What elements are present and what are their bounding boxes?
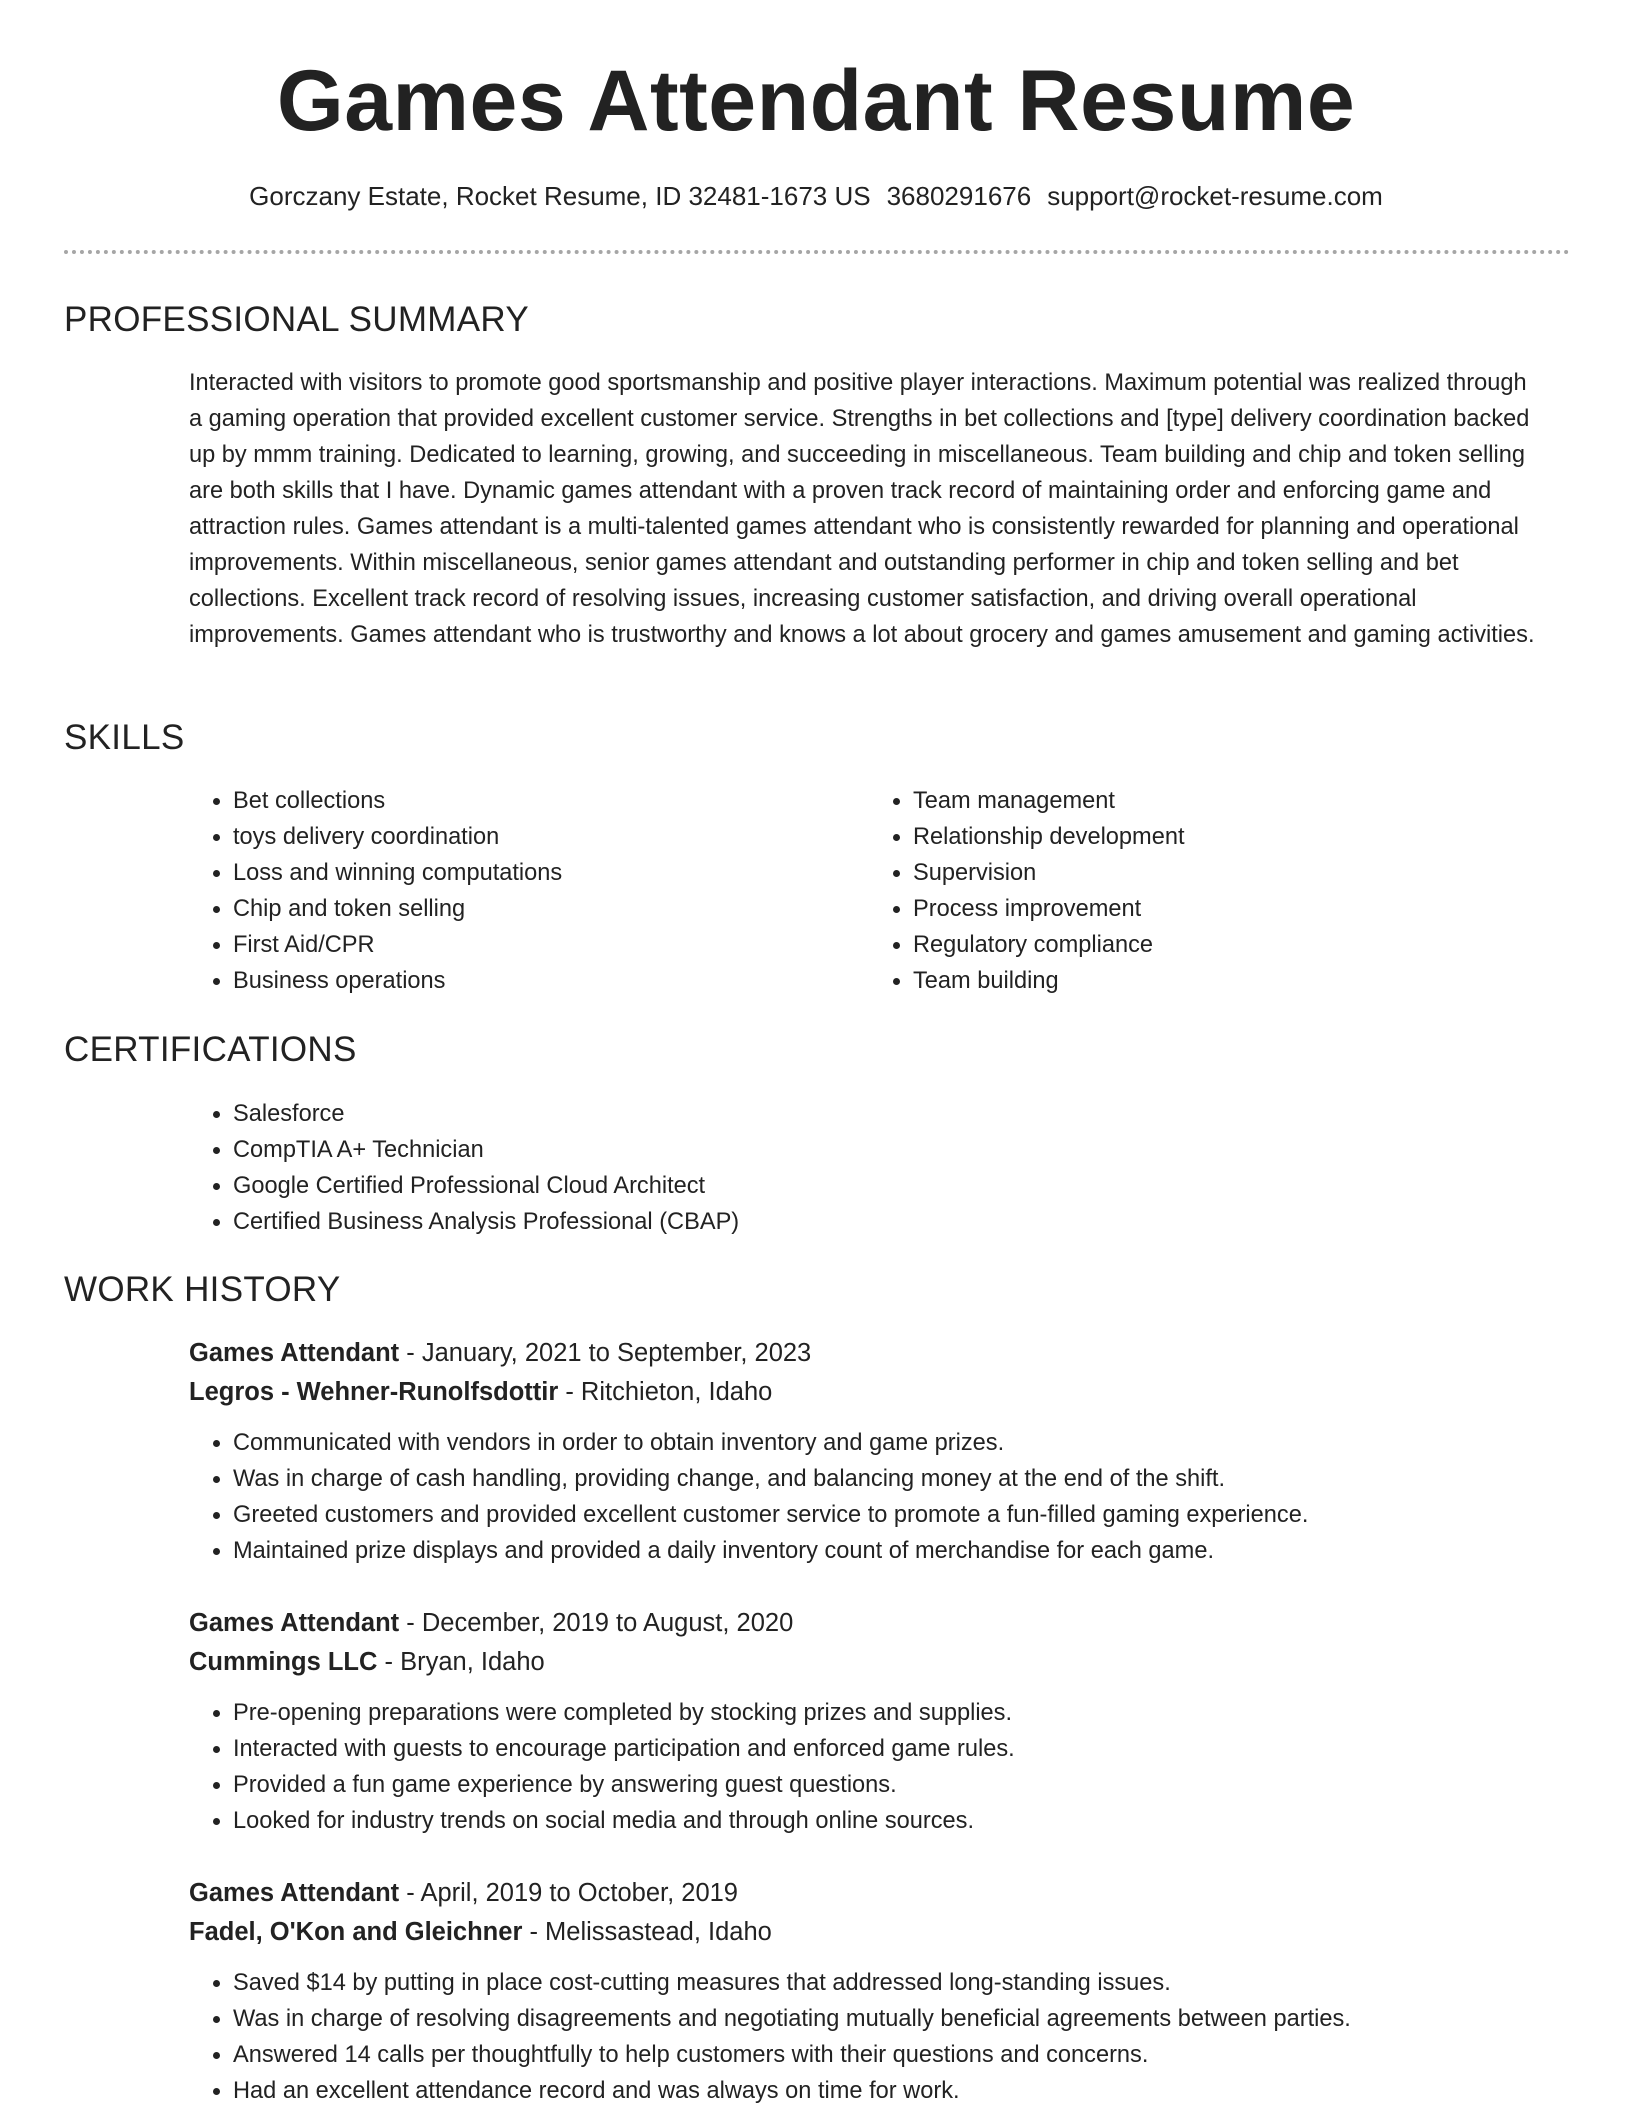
certification-item: • CompTIA A+ Technician [233,1132,1089,1168]
skill-item: • Loss and winning computations [233,855,809,891]
skills-list-right [869,783,1489,999]
address-text: Gorczany Estate, Rocket Resume, ID 32481-1673 US [249,181,871,211]
job-duty-item: • Was in charge of resolving disagreements and negotiating mutually beneficial agreements between parties. [233,2001,1569,2037]
contact-line [0,181,1632,212]
job-company: Fadel, O'Kon and Gleichner [189,1918,523,1946]
skill-item: • Team management [913,783,1489,819]
job-duty-item: • Pre-opening preparations were completed by stocking prizes and supplies. [233,1695,1569,1731]
skill-item: • First Aid/CPR [233,927,809,963]
job-company-line [189,1643,1569,1682]
job-duty-item: • Maintained prize displays and provided a daily inventory count of merchandise for each game. [233,1533,1569,1569]
certification-item: • Google Certified Professional Cloud Architect [233,1168,1089,1204]
email-text: support@rocket-resume.com [1047,181,1383,211]
certification-item: • Certified Business Analysis Professional (CBAP) [233,1204,1089,1240]
skill-item: • Supervision [913,855,1489,891]
job-duty-item: • Had an excellent attendance record and was always on time for work. [233,2073,1569,2109]
job-duties-list [189,1695,1569,1839]
skill-item: • Process improvement [913,891,1489,927]
skills-column-right [869,783,1489,999]
job-duty-item: • Answered 14 calls per thoughtfully to help customers with their questions and concerns. [233,2037,1569,2073]
job-entry [189,1874,1569,2109]
work-history-heading: WORK HISTORY [64,1270,341,1309]
certifications-heading: CERTIFICATIONS [64,1030,357,1069]
phone-text: 3680291676 [886,181,1032,211]
skills-list-left [189,783,809,999]
certification-item: • Salesforce [233,1096,1089,1132]
skill-item: • Relationship development [913,819,1489,855]
resume-title: Games Attendant Resume [276,53,1356,149]
skill-item: • Regulatory compliance [913,927,1489,963]
job-duty-item: • Communicated with vendors in order to obtain inventory and game prizes. [233,1425,1569,1461]
skill-item: • Team building [913,963,1489,999]
job-entry [189,1604,1569,1839]
skills-heading: SKILLS [64,718,185,757]
skills-column-left [189,783,809,999]
summary-text: Interacted with visitors to promote good sportsmanship and positive player interactions. Maximum potential was realized through a gaming operation that provided excellent customer service. Strengths in bet collections and [type] delivery coordination backed up by mmm training. Dedicated to learning, growing, and succeeding in miscellaneous. Team building and chip and token selling are both skills that I have. Dynamic games attendant with a proven track record of maintaining order and enforcing game and attraction rules. Games attendant is a multi-talented games attendant who is consistently rewarded for planning and operational improvements. Within miscellaneous, senior games attendant and outstanding performer in chip and token selling and bet collections. Excellent track record of resolving issues, increasing customer satisfaction, and driving overall operational improvements. Games attendant who is trustworthy and knows a lot about grocery and games amusement and gaming activities. [189,370,1535,648]
job-company: Legros - Wehner-Runolfsdottir [189,1378,559,1406]
skill-item: • toys delivery coordination [233,819,809,855]
job-entry [189,1334,1569,1569]
skill-item: • Bet collections [233,783,809,819]
job-duty-item: • Was in charge of cash handling, providing change, and balancing money at the end of the shift. [233,1461,1569,1497]
job-location: - Ritchieton, Idaho [558,1378,773,1406]
job-dates: - April, 2019 to October, 2019 [399,1879,738,1907]
job-company-line [189,1913,1569,1952]
job-location: - Melissastead, Idaho [522,1918,772,1946]
job-company: Cummings LLC [189,1648,378,1676]
job-company-line [189,1373,1569,1412]
job-location: - Bryan, Idaho [377,1648,545,1676]
job-duties-list [189,1425,1569,1569]
job-title-line [189,1334,1569,1373]
job-duty-item: • Saved $14 by putting in place cost-cutting measures that addressed long-standing issues. [233,1965,1569,2001]
job-title: Games Attendant [189,1339,400,1367]
certifications-list [189,1096,1089,1240]
job-duty-item: • Interacted with guests to encourage participation and enforced game rules. [233,1731,1569,1767]
job-title: Games Attendant [189,1609,400,1637]
certifications-block [189,1096,1089,1240]
job-title-line [189,1874,1569,1913]
skill-item: • Chip and token selling [233,891,809,927]
header-divider [64,250,1570,254]
job-duty-item: • Greeted customers and provided excellent customer service to promote a fun-filled gaming experience. [233,1497,1569,1533]
job-duties-list [189,1965,1569,2109]
job-dates: - January, 2021 to September, 2023 [399,1339,812,1367]
job-title-line [189,1604,1569,1643]
skill-item: • Business operations [233,963,809,999]
job-title: Games Attendant [189,1879,400,1907]
job-duty-item: • Looked for industry trends on social media and through online sources. [233,1803,1569,1839]
summary-heading: PROFESSIONAL SUMMARY [64,300,529,339]
job-duty-item: • Provided a fun game experience by answering guest questions. [233,1767,1569,1803]
job-dates: - December, 2019 to August, 2020 [399,1609,794,1637]
